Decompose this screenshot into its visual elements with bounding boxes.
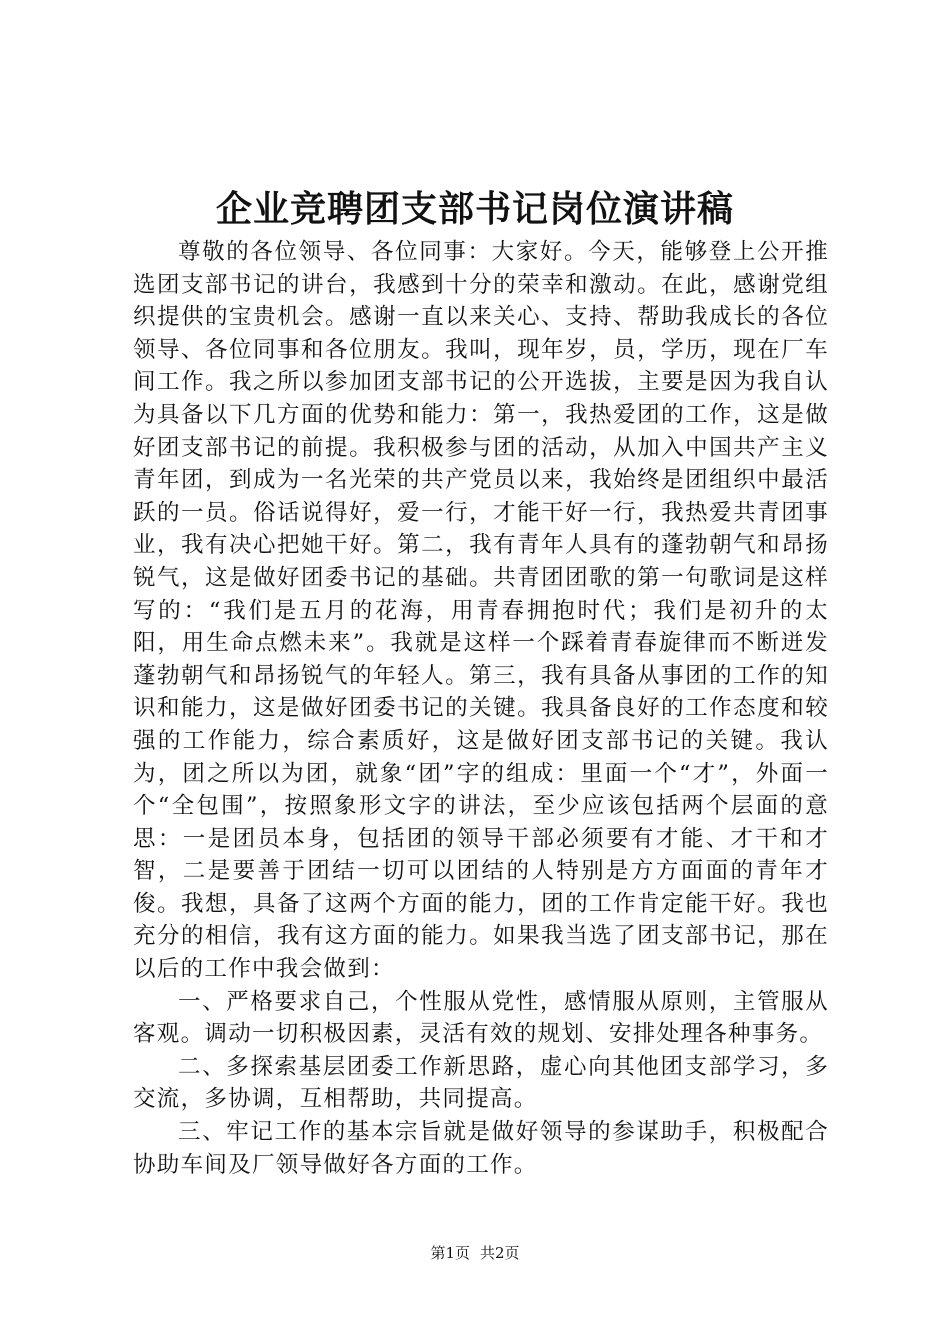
- document-body: [133, 236, 829, 1181]
- page-number: 第1页: [430, 1244, 470, 1262]
- body-paragraph-intro: 尊敬的各位领导、各位同事：大家好。今天，能够登上公开推选团支部书记的讲台，我感到十分的荣幸和激动。在此，感谢党组织提供的宝贵机会。感谢一直以来关心、支持、帮助我成长的各位领导、各位同事和各位朋友。我叫，现年岁，员，学历，现在厂车间工作。我之所以参加团支部书记的公开选拔，主要是因为我自认为具备以下几方面的优势和能力：第一，我热爱团的工作，这是做好团支部书记的前提。我积极参与团的活动，从加入中国共产主义青年团，到成为一名光荣的共产党员以来，我始终是团组织中最活跃的一员。俗话说得好，爱一行，才能干好一行，我热爱共青团事业，我有决心把她干好。第二，我有青年人具有的蓬勃朝气和昂扬锐气，这是做好团委书记的基础。共青团团歌的第一句歌词是这样写的：“我们是五月的花海，用青春拥抱时代；我们是初升的太阳，用生命点燃未来”。我就是这样一个踩着青春旋律而不断迸发蓬勃朝气和昂扬锐气的年轻人。第三，我有具备从事团的工作的知识和能力，这是做好团委书记的关键。我具备良好的工作态度和较强的工作能力，综合素质好，这是做好团支部书记的关键。我认为，团之所以为团，就象“团”字的组成：里面一个“才”，外面一个“全包围”，按照象形文字的讲法，至少应该包括两个层面的意思：一是团员本身，包括团的领导干部必须要有才能、才干和才智，二是要善于团结一切可以团结的人特别是方方面面的青年才俊。我想，具备了这两个方面的能力，团的工作肯定能干好。我也充分的相信，我有这方面的能力。如果我当选了团支部书记，那在以后的工作中我会做到：: [133, 239, 829, 983]
- body-paragraph-point-3: 三、牢记工作的基本宗旨就是做好领导的参谋助手，积极配合协助车间及厂领导做好各方面的工作。: [133, 1119, 829, 1178]
- body-paragraph-point-2: 二、多探索基层团委工作新思路，虚心向其他团支部学习，多交流，多协调，互相帮助，共同提高。: [133, 1053, 829, 1113]
- page-footer: [0, 1243, 950, 1263]
- document-title: 企业竞聘团支部书记岗位演讲稿: [215, 188, 734, 230]
- body-paragraph-point-1: 一、严格要求自己，个性服从党性，感情服从原则，主管服从客观。调动一切积极因素，灵活有效的规划、安排处理各种事务。: [133, 988, 829, 1048]
- page-count: 共2页: [480, 1244, 520, 1262]
